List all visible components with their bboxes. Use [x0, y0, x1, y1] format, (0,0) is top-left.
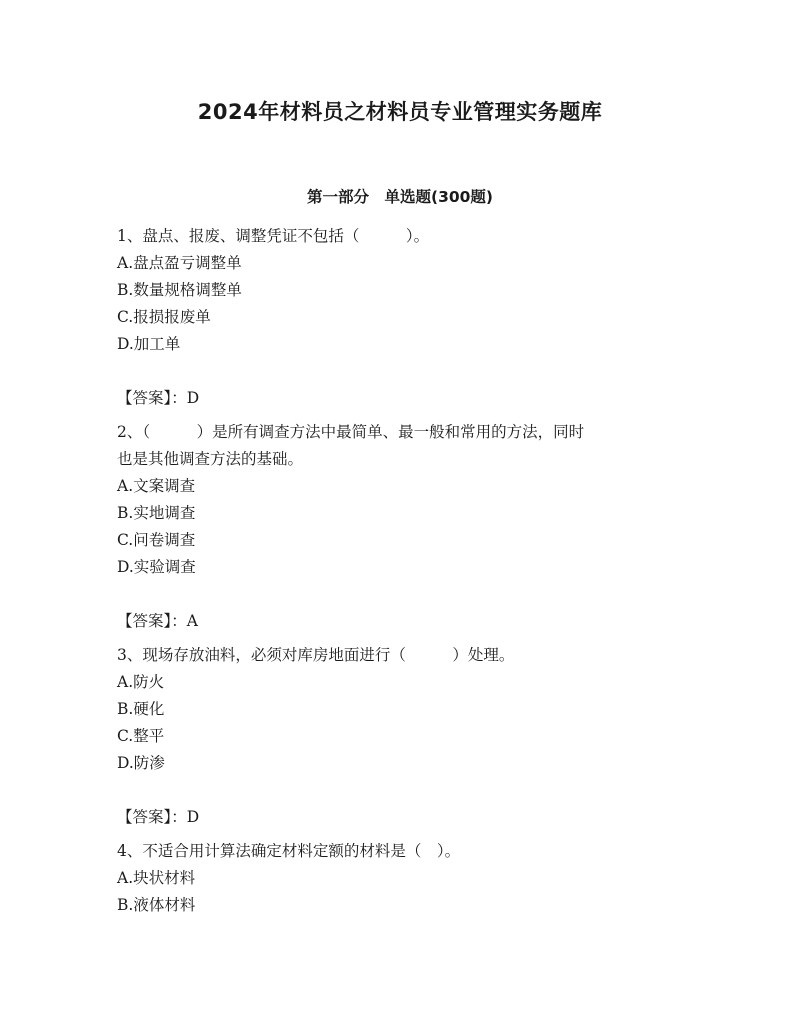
answer-label: 【答案】：D [117, 808, 200, 826]
option-b: B.硬化 [117, 700, 165, 718]
question-2 [117, 419, 687, 635]
answer-label: 【答案】：D [117, 389, 200, 407]
option-b: B.液体材料 [117, 896, 196, 914]
answer-label: 【答案】：A [117, 612, 198, 630]
question-stem: 4、不适合用计算法确定材料定额的材料是（ ）。 [117, 842, 461, 860]
document-title: 2024年材料员之材料员专业管理实务题库 [197, 100, 603, 124]
section-title: 第一部分 单选题(300题) [306, 188, 494, 206]
option-b: B.实地调查 [117, 504, 196, 522]
question-1 [117, 223, 687, 412]
option-b: B.数量规格调整单 [117, 281, 242, 299]
option-c: C.问卷调查 [117, 531, 196, 549]
question-stem: 1、盘点、报废、调整凭证不包括（ ）。 [117, 227, 430, 245]
option-d: D.防渗 [117, 754, 165, 772]
question-stem: 2、（ ）是所有调查方法中最简单、最一般和常用的方法，同时 [117, 423, 585, 441]
option-a: A.盘点盈亏调整单 [117, 254, 242, 272]
option-c: C.整平 [117, 727, 165, 745]
option-a: A.块状材料 [117, 869, 196, 887]
question-3 [117, 642, 687, 831]
option-d: D.加工单 [117, 335, 181, 353]
question-4 [117, 838, 687, 919]
option-a: A.防火 [117, 673, 165, 691]
option-c: C.报损报废单 [117, 308, 211, 326]
question-stem: 3、现场存放油料，必须对库房地面进行（ ）处理。 [117, 646, 515, 664]
question-stem-continued: 也是其他调查方法的基础。 [117, 450, 304, 468]
option-d: D.实验调查 [117, 558, 196, 576]
question-list [117, 223, 687, 919]
option-a: A.文案调查 [117, 477, 196, 495]
